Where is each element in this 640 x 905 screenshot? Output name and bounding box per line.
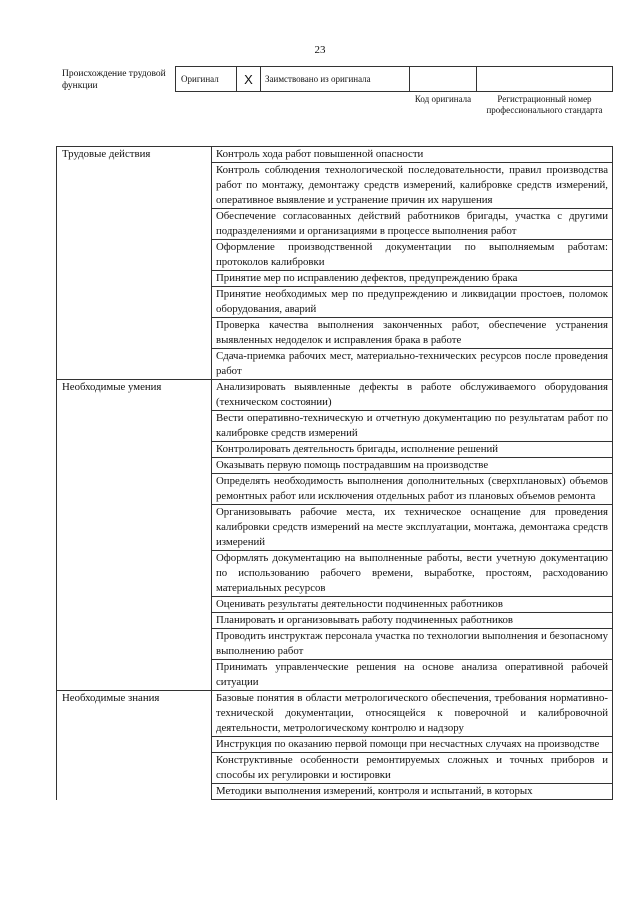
section-title-continuation [57, 551, 212, 597]
table-row [57, 147, 613, 163]
section-title-continuation [57, 442, 212, 458]
section-title-continuation [57, 318, 212, 349]
list-item: Определять необходимость выполнения дополнительных (сверхплановых) объемов ремонтных работ или исключения отдельных работ из плановых объемов ремонта [212, 474, 613, 505]
list-item: Вести оперативно-техническую и отчетную документацию по результатам работ по калибровке средств измерений [212, 411, 613, 442]
section-title-continuation [57, 737, 212, 753]
table-row [57, 411, 613, 442]
section-title-continuation [57, 271, 212, 287]
table-row [57, 349, 613, 380]
list-item: Инструкция по оказанию первой помощи при несчастных случаях на производстве [212, 737, 613, 753]
section-title-continuation [57, 597, 212, 613]
list-item: Оформление производственной документации по выполняемым работам: протоколов калибровки [212, 240, 613, 271]
list-item: Принимать управленческие решения на основе анализа оперативной рабочей ситуации [212, 660, 613, 691]
table-row [57, 163, 613, 209]
section-title-continuation [57, 209, 212, 240]
list-item: Планировать и организовывать работу подчиненных работников [212, 613, 613, 629]
section-title-continuation [57, 411, 212, 442]
section-title-continuation [57, 613, 212, 629]
section-title-required-knowledge: Необходимые знания [57, 691, 212, 737]
table-row [57, 660, 613, 691]
table-row [57, 691, 613, 737]
section-title-required-skills: Необходимые умения [57, 380, 212, 411]
section-title-continuation [57, 629, 212, 660]
table-row [57, 597, 613, 613]
list-item: Проводить инструктаж персонала участка по технологии выполнения и безопасному выполнению работ [212, 629, 613, 660]
code-caption: Код оригинала [414, 94, 472, 104]
reg-caption: Регистрационный номер профессионального стандарта [486, 94, 603, 115]
list-item: Контроль соблюдения технологической последовательности, правил производства работ по монтажу, демонтажу средств измерений, калибровке средств измерений, оперативное выявление и устранение причин их нарушения [212, 163, 613, 209]
list-item: Базовые понятия в области метрологического обеспечения, требования нормативно-технической документации, относящейся к поверочной и калибровочной деятельности, метрологическому контролю и надзору [212, 691, 613, 737]
borrowed-cell: Заимствовано из оригинала [260, 66, 410, 92]
table-row [57, 551, 613, 597]
table-row [57, 505, 613, 551]
origin-label: Происхождение трудовой функции [62, 69, 166, 91]
page-number: 23 [314, 44, 326, 56]
list-item: Оформлять документацию на выполненные работы, вести учетную документацию по использованию рабочего времени, выработке, простоям, расходованию материальных ресурсов [212, 551, 613, 597]
table-row [57, 240, 613, 271]
list-item: Обеспечение согласованных действий работников бригады, участка с другими подразделениями и организациями в процессе выполнения работ [212, 209, 613, 240]
section-title-continuation [57, 505, 212, 551]
table-row [57, 209, 613, 240]
code-cell [409, 66, 477, 92]
list-item: Методики выполнения измерений, контроля и испытаний, в которых [212, 784, 613, 800]
list-item: Организовывать рабочие места, их техническое оснащение для проведения калибровки средств измерений на месте эксплуатации, монтажа, демонтажа средств измерений [212, 505, 613, 551]
table-row [57, 287, 613, 318]
list-item: Принятие необходимых мер по предупреждению и ликвидации простоев, поломок оборудования, аварий [212, 287, 613, 318]
list-item: Контролировать деятельность бригады, исполнение решений [212, 442, 613, 458]
table-row [57, 613, 613, 629]
section-title-continuation [57, 784, 212, 800]
section-title-continuation [57, 474, 212, 505]
section-title-continuation [57, 458, 212, 474]
list-item: Оценивать результаты деятельности подчиненных работников [212, 597, 613, 613]
list-item: Контроль хода работ повышенной опасности [212, 147, 613, 163]
table-row [57, 380, 613, 411]
table-row [57, 458, 613, 474]
table-row [57, 318, 613, 349]
table-row [57, 629, 613, 660]
table-row [57, 784, 613, 800]
table-row [57, 474, 613, 505]
reg-number-cell [476, 66, 613, 92]
list-item: Сдача-приемка рабочих мест, материально-технических ресурсов после проведения работ [212, 349, 613, 380]
labor-function-table [56, 146, 613, 800]
list-item: Оказывать первую помощь пострадавшим на производстве [212, 458, 613, 474]
list-item: Проверка качества выполнения законченных работ, обеспечение устранения выявленных недоделок и исправления брака в работе [212, 318, 613, 349]
list-item: Конструктивные особенности ремонтируемых сложных и точных приборов и способы их регулировки и юстировки [212, 753, 613, 784]
table-row [57, 753, 613, 784]
section-title-continuation [57, 753, 212, 784]
table-row [57, 271, 613, 287]
list-item: Принятие мер по исправлению дефектов, предупреждению брака [212, 271, 613, 287]
table-row [57, 737, 613, 753]
section-title-continuation [57, 240, 212, 271]
table-row [57, 442, 613, 458]
section-title-continuation [57, 287, 212, 318]
section-title-continuation [57, 660, 212, 691]
original-mark: X [237, 66, 261, 92]
section-title-continuation [57, 163, 212, 209]
list-item: Анализировать выявленные дефекты в работе обслуживаемого оборудования (техническом состоянии) [212, 380, 613, 411]
section-title-continuation [57, 349, 212, 380]
original-cell: Оригинал [175, 66, 237, 92]
section-title-labor-actions: Трудовые действия [57, 147, 212, 163]
